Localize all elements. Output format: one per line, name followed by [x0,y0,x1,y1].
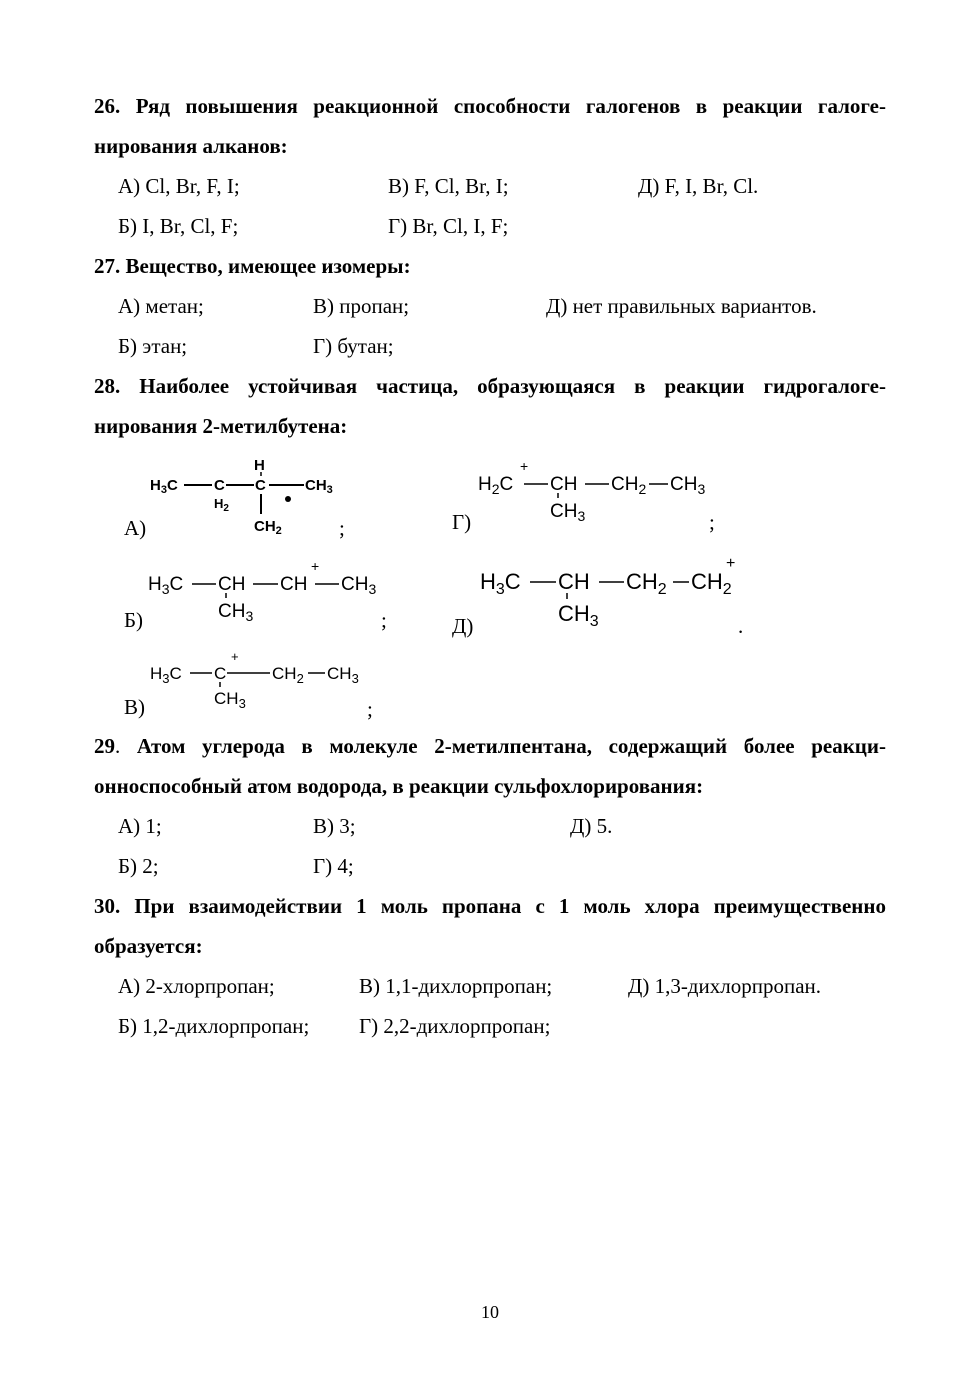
struct-g-ch: CH [550,474,578,495]
struct-b-ch-cation: CH [280,574,308,595]
page-number: 10 [481,1302,499,1322]
struct-v-c: C [214,664,227,683]
q30-option-v: В) 1,1-дихлорпропан; [359,974,553,998]
q26-text-line2: нирования алканов: [94,134,288,158]
struct-b-h3c: $H_3C$ [148,574,184,597]
struct-a-ch3: $CH_3$ [305,477,333,496]
q29-option-d: Д) 5. [570,814,613,838]
struct-d-ch3: $CH_3$ [558,601,599,630]
struct-d-plus: + [726,555,736,572]
struct-v-h3c: $H_3C$ [150,664,182,686]
q27-option-a: А) метан; [118,294,204,318]
struct-g-ch3b: $CH_3$ [550,501,586,524]
q26-option-b: Б) I, Br, Cl, F; [118,214,239,238]
struct-b-ch3: $CH_3$ [341,574,377,597]
struct-g-ch3: $CH_3$ [670,474,706,497]
q28-structure-d [480,551,750,631]
struct-g-plus: + [520,458,529,474]
struct-d-ch2-cation: $CH_2$ [691,569,732,598]
q30-text-line1: 30. При взаимодействии 1 моль пропана с 1 моль хлора преимущественно [94,894,886,918]
q26-text-line1: 26. Ряд повышения реакционной способности галогенов в реакции галоге- [94,94,886,118]
q30-option-g: Г) 2,2-дихлорпропан; [359,1014,551,1038]
struct-a-c: C [255,477,266,494]
struct-b-ch3b: $CH_3$ [218,601,254,624]
q28-label-a: А) [124,516,147,540]
q29-option-b: Б) 2; [118,854,159,878]
struct-b-ch: CH [218,574,246,595]
struct-d-ch2: $CH_2$ [626,569,667,598]
q29-number-dot: . [115,734,121,758]
q29-option-v: В) 3; [313,814,356,838]
struct-b-plus: + [311,558,320,574]
struct-a-c2: C [214,477,225,494]
q28-structure-v [150,648,380,714]
q28-semicolon-a: ; [339,516,345,540]
q28-period-d: . [738,614,744,638]
q28-structure-b [148,556,398,626]
q29-text-line1 [94,726,886,766]
q26-option-g: Г) Br, Cl, I, F; [388,214,509,238]
struct-d-ch: CH [558,569,590,594]
q28-label-g: Г) [452,510,472,534]
q26-option-a: А) Cl, Br, F, I; [118,174,240,198]
struct-v-ch2: $CH_2$ [272,664,304,686]
q28-semicolon-g: ; [709,510,715,534]
q29-option-g: Г) 4; [313,854,354,878]
q28-text-line1: 28. Наиболее устойчивая частица, образующаяся в реакции гидрогалоге- [94,374,886,398]
struct-v-ch3: $CH_3$ [327,664,359,686]
struct-g-h2c: $H_2C$ [478,474,514,497]
q30-option-d: Д) 1,3-дихлорпропан. [628,974,821,998]
struct-v-plus: + [231,649,239,664]
struct-g-ch2: $CH_2$ [611,474,647,497]
struct-a-h2: $H_2$ [214,496,229,514]
struct-d-h3c: $H_3C$ [480,569,521,598]
q28-semicolon-v: ; [367,697,373,721]
q28-label-v: В) [124,695,145,719]
radical-dot-icon [285,496,291,502]
q30-option-a: А) 2-хлорпропан; [118,974,275,998]
q26-option-v: В) F, Cl, Br, I; [388,174,509,198]
q27-option-g: Г) бутан; [313,334,394,358]
q29-option-a: А) 1; [118,814,162,838]
q29-text-line1-rest: Атом углерода в молекуле 2-метилпентана, содержащий более реакци- [120,734,886,758]
q29-number: 29 [94,734,115,758]
struct-a-h: H [254,457,265,474]
q26-option-d: Д) F, I, Br, Cl. [638,174,759,198]
q27-option-v: В) пропан; [313,294,410,318]
q28-label-d: Д) [452,614,474,638]
q28-text-line2: нирования 2-метилбутена: [94,414,348,438]
q27-text: 27. Вещество, имеющее изомеры: [94,254,411,278]
q28-label-b: Б) [124,608,144,632]
q28-structure-g [478,456,728,526]
q29-text-line2: онноспособный атом водорода, в реакции сульфохлорирования: [94,774,704,798]
q30-text-line2: образуется: [94,934,203,958]
struct-a-ch2: $CH_2$ [254,518,282,537]
q27-option-b: Б) этан; [118,334,188,358]
q30-option-b: Б) 1,2-дихлорпропан; [118,1014,310,1038]
q28-structure-a [148,452,348,536]
struct-a-h3c: $H_3C$ [150,477,178,496]
struct-v-ch3b: $CH_3$ [214,689,246,711]
q28-semicolon-b: ; [381,608,387,632]
q27-option-d: Д) нет правильных вариантов. [546,294,817,318]
